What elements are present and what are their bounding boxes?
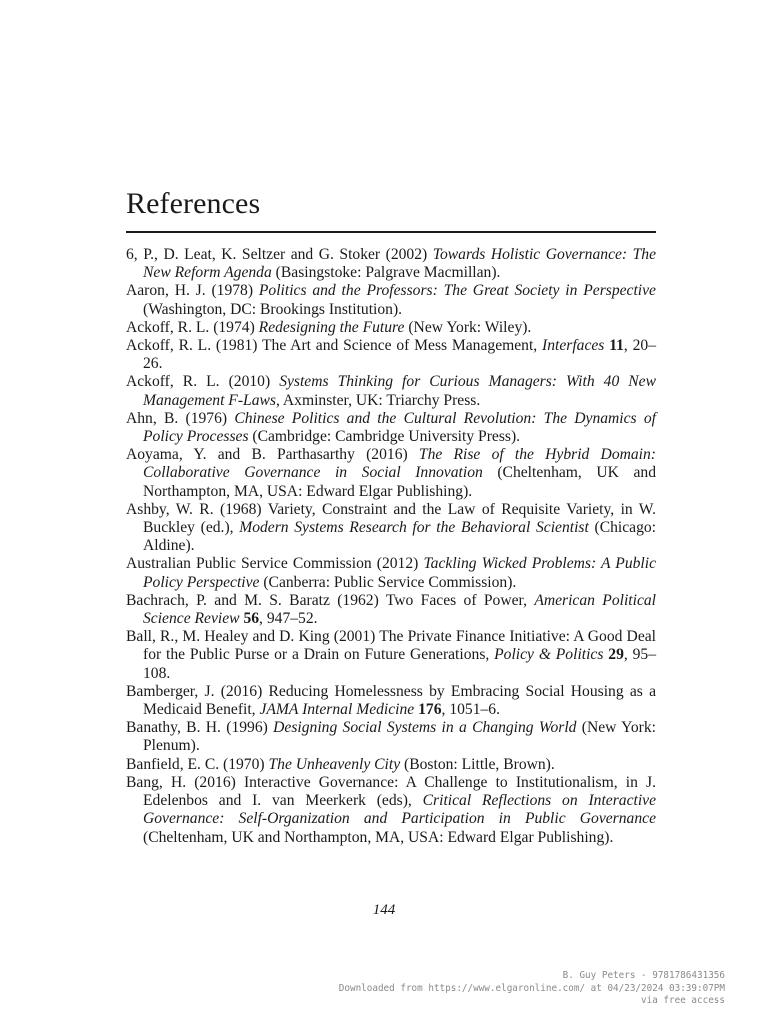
reference-text: Bachrach, P. and M. S. Baratz (1962) Two Faces of Power, (126, 591, 535, 609)
reference-text: (Cheltenham, UK and Northampton, MA, USA: Edward Elgar Publishing). (143, 828, 614, 846)
reference-entry (126, 774, 656, 847)
reference-entry (126, 719, 656, 755)
reference-entry (126, 246, 656, 282)
reference-entry (126, 337, 656, 373)
reference-text: Australian Public Service Commission (2012) (126, 555, 424, 573)
reference-text: Aoyama, Y. and B. Parthasarthy (2016) (126, 446, 419, 464)
reference-text: (Canberra: Public Service Commission). (259, 573, 517, 591)
reference-text: (New York: Plenum). (143, 719, 656, 755)
reference-text: (Cambridge: Cambridge University Press). (248, 428, 521, 446)
page-number: 144 (372, 902, 396, 918)
reference-text: , 20–26. (143, 337, 657, 373)
watermark-access: via free access (641, 995, 725, 1006)
reference-text: Bang, H. (2016) Interactive Governance: A Challenge to Institutionalism, in J. Edelenbos and I. van Meerkerk (eds), (126, 773, 656, 810)
watermark-download-info: Downloaded from https://www.elgaronline.com/ at 04/23/2024 03:39:07PM (338, 982, 725, 994)
reference-text: (Chicago: Aldine). (143, 519, 656, 555)
reference-entry (126, 410, 656, 446)
reference-entry (126, 501, 656, 556)
reference-title: Redesigning the Future (258, 318, 405, 336)
reference-text: (New York: Wiley). (404, 318, 532, 336)
reference-title: Chinese Politics and the Cultural Revolution: The Dynamics of Policy Processes (143, 409, 656, 446)
reference-entry (126, 319, 656, 337)
reference-text: Ackoff, R. L. (1981) The Art and Science of Mess Management, (126, 337, 543, 355)
reference-text: Bamberger, J. (2016) Reducing Homelessness by Embracing Social Housing as a Medicaid Benefit, (126, 682, 656, 719)
reference-entry (126, 683, 656, 719)
reference-text: 6, P., D. Leat, K. Seltzer and G. Stoker (2002) (126, 246, 433, 263)
reference-entry (126, 555, 656, 591)
reference-title: Tackling Wicked Problems: A Public Policy Perspective (143, 555, 657, 591)
reference-title: Towards Holistic Governance: The New Reform Agenda (143, 246, 657, 282)
watermark-author-isbn: B. Guy Peters - 9781786431356 (562, 970, 725, 981)
reference-text: (Cheltenham, UK and Northampton, MA, USA: Edward Elgar Publishing). (143, 464, 656, 500)
reference-text: Banfield, E. C. (1970) (126, 755, 269, 773)
reference-entry (126, 592, 656, 628)
reference-title: Systems Thinking for Curious Managers: With 40 New Management F-Laws (143, 373, 656, 409)
reference-title: The Rise of the Hybrid Domain: Collaborative Governance in Social Innovation (143, 446, 656, 482)
reference-volume: 29 (608, 646, 624, 664)
reference-title: Designing Social Systems in a Changing World (273, 719, 577, 737)
reference-text: , 1051–6. (441, 701, 500, 719)
reference-text: Aaron, H. J. (1978) (126, 282, 259, 300)
reference-text: Ball, R., M. Healey and D. King (2001) The Private Finance Initiative: A Good Deal for the Public Purse or a Drain on Future Generations, (126, 628, 656, 664)
reference-text: Ahn, B. (1976) (126, 409, 235, 427)
reference-entry (126, 282, 656, 318)
reference-title: American Political Science Review (143, 591, 656, 628)
reference-title: Modern Systems Research for the Behavioral Scientist (239, 519, 589, 537)
reference-entry (126, 446, 656, 501)
reference-text: , 95–108. (143, 646, 657, 682)
reference-title: The Unheavenly City (268, 755, 401, 773)
reference-text: , Axminster, UK: Triarchy Press. (275, 391, 481, 409)
reference-text: Ackoff, R. L. (2010) (126, 373, 280, 391)
reference-entry (126, 628, 656, 683)
reference-text: Ackoff, R. L. (1974) (126, 318, 259, 336)
reference-text: (Washington, DC: Brookings Institution). (143, 300, 403, 318)
reference-volume: 11 (609, 337, 624, 355)
reference-text: (Basingstoke: Palgrave Macmillan). (271, 264, 501, 282)
page-title: References (126, 187, 261, 220)
reference-entry (126, 756, 656, 774)
reference-text: , 947–52. (259, 610, 318, 628)
reference-title: Critical Reflections on Interactive Governance: Self-Organization and Participation in Public Governance (143, 792, 657, 828)
reference-title: Interfaces (542, 337, 605, 355)
reference-entry (126, 373, 656, 409)
reference-volume: 176 (418, 701, 442, 719)
reference-text: Ashby, W. R. (1968) Variety, Constraint and the Law of Requisite Variety, in W. Buckley (ed.), (126, 500, 656, 537)
reference-text: Banathy, B. H. (1996) (126, 719, 274, 737)
reference-text: (Boston: Little, Brown). (400, 755, 555, 773)
reference-title: Policy & Politics (494, 646, 604, 664)
references-list (126, 246, 656, 847)
reference-volume: 56 (243, 610, 260, 628)
reference-title: JAMA Internal Medicine (259, 701, 415, 719)
reference-title: Politics and the Professors: The Great Society in Perspective (258, 282, 656, 300)
title-rule (126, 231, 656, 233)
download-watermark (245, 970, 725, 1008)
